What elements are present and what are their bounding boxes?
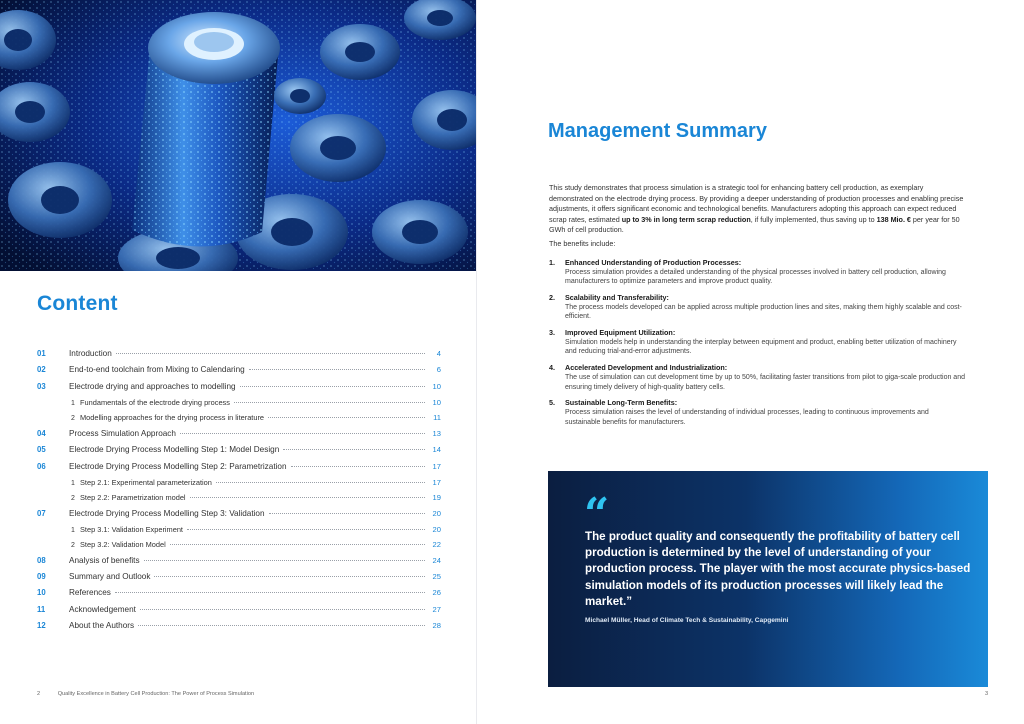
benefit-item — [549, 258, 965, 287]
toc-page-number: 17 — [432, 461, 441, 471]
toc-number: 06 — [37, 461, 46, 471]
table-of-contents — [37, 349, 441, 637]
toc-number: 10 — [37, 588, 46, 598]
benefit-title: Improved Equipment Utilization: — [565, 328, 676, 338]
left-page — [0, 0, 476, 724]
toc-page-number: 11 — [433, 413, 441, 423]
benefit-title: Enhanced Understanding of Production Processes: — [565, 258, 742, 267]
right-page-number: 3 — [985, 691, 989, 697]
benefit-number: 1. — [549, 258, 555, 267]
toc-label: Step 3.1: Validation Experiment — [80, 524, 183, 534]
toc-label: Modelling approaches for the drying process in literature — [80, 413, 265, 423]
benefit-item — [549, 328, 965, 357]
toc-page-number: 26 — [432, 588, 441, 598]
toc-page-number: 27 — [432, 604, 441, 614]
toc-subentry[interactable] — [37, 493, 441, 508]
page-spine — [476, 0, 477, 724]
benefit-number: 4. — [549, 363, 555, 373]
toc-leader-dots — [180, 433, 425, 434]
benefits-lead: The benefits include: — [549, 239, 616, 248]
toc-number: 02 — [37, 365, 46, 375]
toc-number: 2 — [71, 542, 75, 550]
content-title: Content — [37, 292, 118, 315]
toc-number: 1 — [71, 526, 75, 534]
toc-number: 1 — [71, 400, 75, 408]
benefit-title: Accelerated Development and Industrialization: — [565, 363, 728, 373]
battery-cells-image — [0, 0, 476, 271]
toc-page-number: 25 — [432, 571, 441, 581]
toc-entry[interactable] — [37, 572, 441, 588]
toc-label: Electrode Drying Process Modelling Step 3: Validation — [69, 508, 265, 518]
benefit-text: Process simulation provides a detailed understanding of the physical processes involved in battery cell production, allowing manufacturers to optimize parameters and improve product quality. — [565, 268, 946, 286]
benefit-title: Sustainable Long-Term Benefits: — [565, 398, 678, 408]
quote-author: Michael Müller, Head of Climate Tech & Sustainability, Capgemini — [585, 617, 789, 624]
toc-page-number: 6 — [436, 365, 441, 375]
toc-label: Electrode Drying Process Modelling Step 1: Model Design — [69, 445, 280, 455]
benefit-text: The use of simulation can cut development time by up to 50%, facilitating faster transitions from pilot to giga-scale production and ensuring timely delivery of high-quality battery cells. — [565, 373, 965, 391]
toc-label: Acknowledgement — [69, 604, 136, 614]
toc-page-number: 14 — [432, 445, 441, 455]
toc-entry[interactable] — [37, 621, 441, 637]
benefit-item — [549, 293, 965, 322]
summary-intro-text-c: per year for 50 GWh of cell production. — [549, 214, 960, 235]
toc-entry[interactable] — [37, 429, 441, 445]
toc-number: 03 — [37, 381, 46, 391]
toc-subentry[interactable] — [37, 525, 441, 540]
toc-subentry[interactable] — [37, 398, 441, 413]
toc-entry[interactable] — [37, 445, 441, 461]
toc-label: Process Simulation Approach — [69, 428, 176, 438]
benefit-title: Scalability and Transferability: — [565, 293, 669, 303]
toc-leader-dots — [268, 417, 425, 418]
toc-leader-dots — [291, 466, 425, 467]
toc-label: Step 2.1: Experimental parameterization — [80, 477, 212, 487]
toc-label: Step 3.2: Validation Model — [80, 540, 166, 550]
toc-leader-dots — [170, 544, 425, 545]
toc-label: Summary and Outlook — [69, 571, 151, 581]
toc-entry[interactable] — [37, 556, 441, 572]
toc-label: Fundamentals of the electrode drying process — [80, 398, 230, 408]
summary-intro-text-b: , if fully implemented, thus saving up to — [750, 214, 877, 224]
toc-leader-dots — [190, 497, 425, 498]
toc-entry[interactable] — [37, 349, 441, 365]
toc-label: References — [69, 588, 111, 598]
benefit-text: Simulation models help in understanding the interplay between equipment and product, enabling better utilization of machinery and reducing trial-and-error adjustments. — [565, 338, 957, 356]
benefit-number: 2. — [549, 293, 555, 303]
toc-label: Introduction — [69, 349, 112, 358]
toc-subentry[interactable] — [37, 478, 441, 493]
quote-mark-icon: “ — [584, 489, 610, 540]
summary-intro — [549, 183, 967, 236]
benefit-text: The process models developed can be applied across multiple production lines and sites, making them highly scalable and cost-efficient. — [565, 303, 962, 321]
toc-number: 2 — [71, 495, 75, 503]
toc-number: 2 — [71, 415, 75, 423]
toc-number: 01 — [37, 349, 46, 358]
toc-entry[interactable] — [37, 382, 441, 398]
toc-label: Step 2.2: Parametrization model — [80, 493, 186, 503]
toc-leader-dots — [234, 402, 425, 403]
toc-subentry[interactable] — [37, 540, 441, 555]
toc-page-number: 24 — [432, 555, 441, 565]
toc-leader-dots — [187, 529, 425, 530]
benefit-number: 5. — [549, 398, 555, 408]
toc-number: 1 — [71, 479, 75, 487]
toc-page-number: 13 — [432, 428, 441, 438]
toc-page-number: 10 — [432, 398, 441, 408]
toc-number: 08 — [37, 555, 46, 565]
management-summary-title: Management Summary — [548, 120, 767, 142]
toc-leader-dots — [283, 449, 425, 450]
toc-number: 12 — [37, 621, 46, 631]
toc-number: 07 — [37, 508, 46, 518]
benefit-item — [549, 363, 965, 392]
toc-entry[interactable] — [37, 588, 441, 604]
toc-subentry[interactable] — [37, 413, 441, 428]
toc-leader-dots — [115, 592, 425, 593]
toc-label: Electrode Drying Process Modelling Step 2: Parametrization — [69, 461, 287, 471]
toc-number: 05 — [37, 445, 46, 455]
toc-leader-dots — [216, 482, 425, 483]
toc-page-number: 4 — [436, 349, 441, 358]
toc-page-number: 20 — [432, 508, 441, 518]
toc-entry[interactable] — [37, 605, 441, 621]
toc-entry[interactable] — [37, 462, 441, 478]
left-page-number: 2 — [37, 691, 41, 697]
document-title: Quality Excellence in Battery Cell Production: The Power of Process Simulation — [57, 691, 255, 697]
benefits-list — [549, 258, 965, 433]
toc-entry[interactable] — [37, 509, 441, 525]
toc-number: 11 — [37, 604, 46, 614]
toc-leader-dots — [116, 353, 425, 354]
left-page-footer — [37, 691, 254, 697]
toc-label: Electrode drying and approaches to modelling — [69, 381, 236, 391]
summary-intro-bold-a: up to 3% in long term scrap reduction — [621, 214, 751, 224]
toc-page-number: 19 — [432, 493, 441, 503]
toc-label: Analysis of benefits — [69, 555, 140, 565]
toc-leader-dots — [154, 576, 425, 577]
toc-leader-dots — [140, 609, 425, 610]
toc-page-number: 20 — [432, 524, 441, 534]
toc-page-number: 17 — [432, 477, 441, 487]
toc-leader-dots — [249, 369, 425, 370]
benefit-text: Process simulation raises the level of understanding of individual processes, leading to continuous improvements and sustainable benefits for manufacturers. — [565, 408, 929, 426]
toc-label: End-to-end toolchain from Mixing to Calendaring — [69, 365, 245, 375]
quote-text: The product quality and consequently the profitability of battery cell production is determined by the level of understanding of your production process. The player with the most accurate physics-based simulation models of its production processes will likely lead the market.” — [585, 530, 971, 608]
toc-leader-dots — [138, 625, 425, 626]
toc-number: 04 — [37, 428, 46, 438]
toc-number: 09 — [37, 571, 46, 581]
toc-label: About the Authors — [69, 621, 135, 631]
toc-leader-dots — [269, 513, 425, 514]
toc-page-number: 28 — [432, 621, 441, 631]
quote-box — [548, 471, 988, 687]
summary-intro-text-a: This study demonstrates that process simulation is a strategic tool for enhancing battery cell production, as exemplary demonstrated on the electrode drying process. By providing a deeper understanding of production processes and enabling precise adjustments, it offers significant economic and technological benefits. Manufacturers adopting this approach can expect reduced scrap rates, estimated — [549, 183, 964, 224]
summary-intro-bold-b: 138 Mio. € — [876, 214, 911, 224]
benefit-number: 3. — [549, 328, 555, 338]
benefit-item — [549, 398, 965, 427]
toc-leader-dots — [144, 560, 425, 561]
toc-entry[interactable] — [37, 365, 441, 381]
toc-page-number: 10 — [432, 381, 441, 391]
toc-leader-dots — [240, 386, 425, 387]
toc-page-number: 22 — [432, 540, 441, 550]
